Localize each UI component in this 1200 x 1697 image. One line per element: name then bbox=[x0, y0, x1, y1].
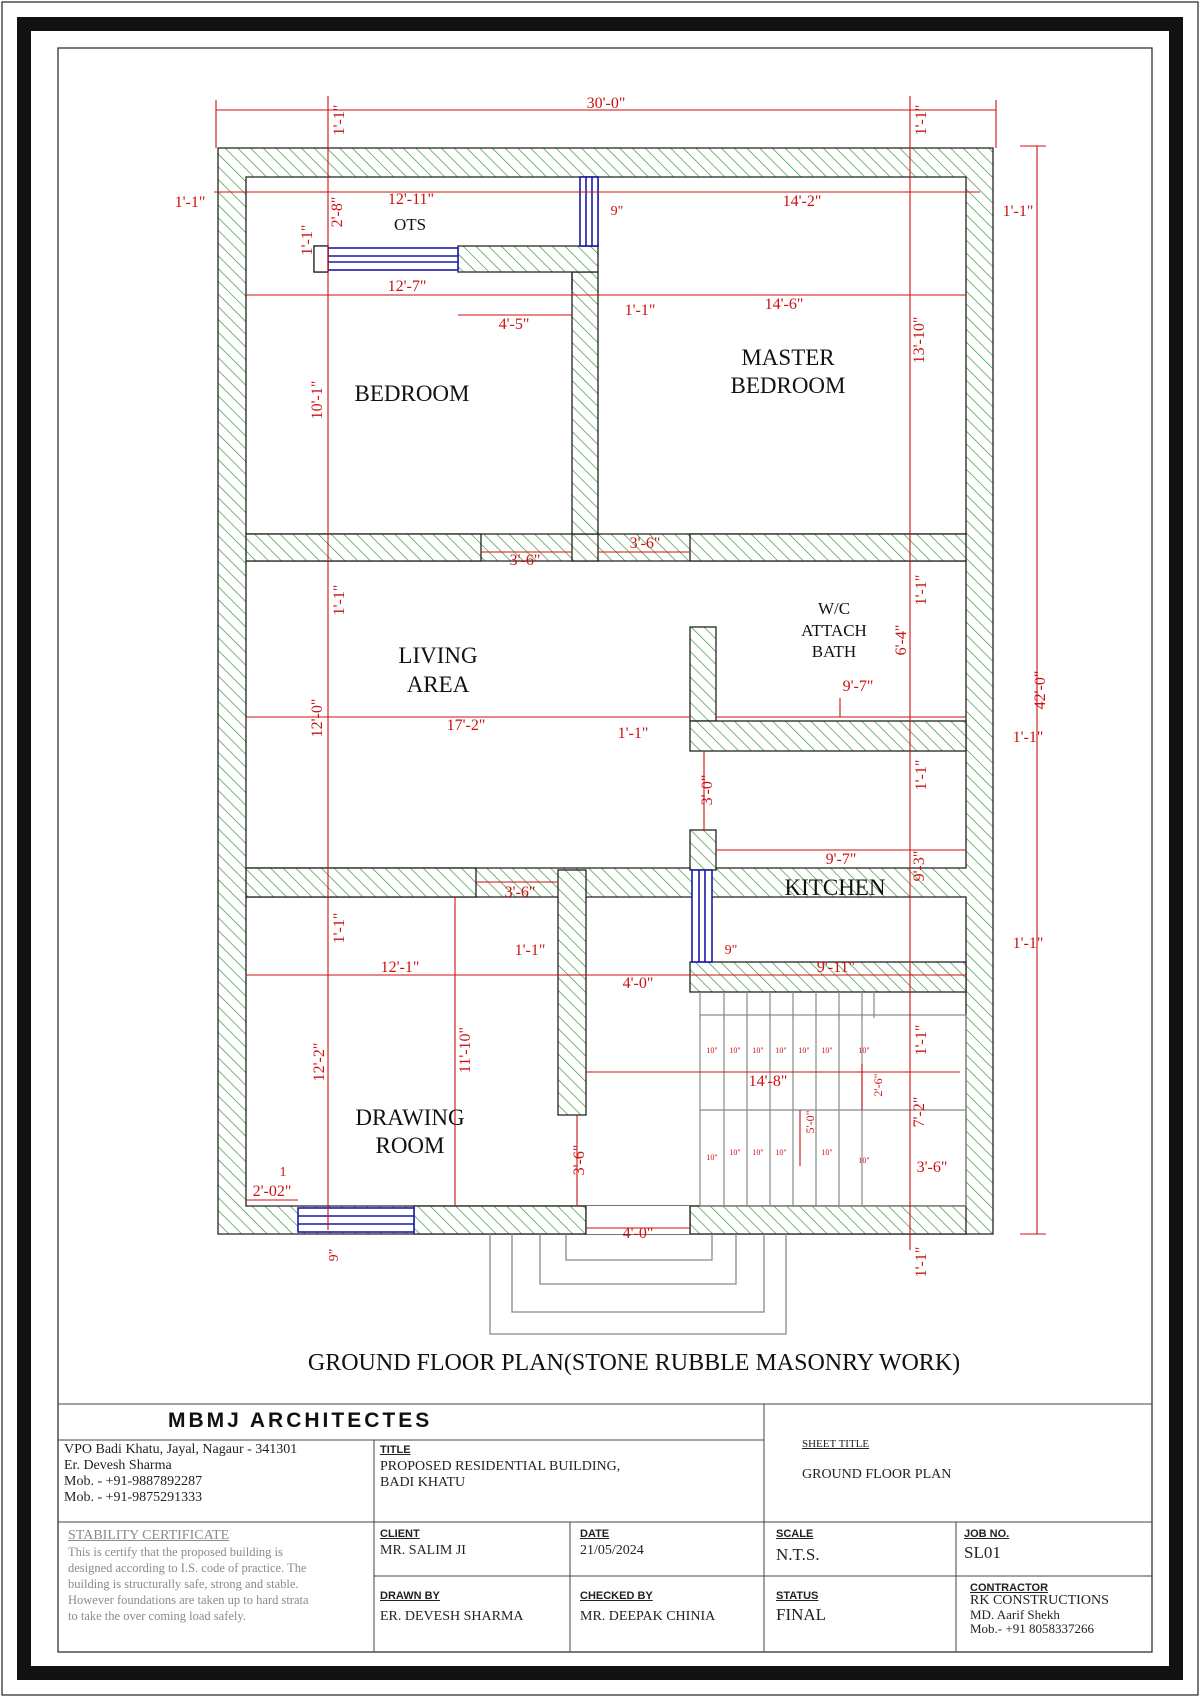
dim-4-0-door: 4'-0" bbox=[622, 1225, 654, 1242]
tread-1: 10" bbox=[706, 1046, 718, 1055]
dim-2-02: 2'-02" bbox=[252, 1183, 292, 1200]
sheet-title-value: GROUND FLOOR PLAN bbox=[802, 1467, 952, 1482]
dim-13-10: 13'-10" bbox=[911, 316, 928, 364]
drawn-value: ER. DEVESH SHARMA bbox=[380, 1609, 524, 1624]
dim-1-1-kitchen: 1'-1" bbox=[913, 759, 930, 791]
window-kitchen bbox=[692, 870, 712, 962]
dim-1-1-stairs: 1'-1" bbox=[913, 1024, 930, 1056]
dim-14-8: 14'-8" bbox=[748, 1073, 788, 1090]
dim-12-7: 12'-7" bbox=[387, 278, 427, 295]
drawn-label: DRAWN BY bbox=[380, 1590, 440, 1602]
stability-text bbox=[68, 1544, 309, 1624]
wall-bedroom-south-left bbox=[246, 534, 481, 561]
dim-1-1-right3: 1'-1" bbox=[1012, 935, 1044, 952]
dim-4-5: 4'-5" bbox=[498, 316, 530, 333]
dim-fraction: 1 bbox=[279, 1165, 287, 1180]
dim-9-3: 9'-3" bbox=[911, 850, 928, 882]
tread-4: 10" bbox=[775, 1046, 787, 1055]
stability-line-4: However foundations are taken up to hard strata bbox=[68, 1593, 309, 1607]
scale-label: SCALE bbox=[776, 1528, 814, 1540]
dim-9-kitchen: 9" bbox=[724, 943, 738, 958]
windows bbox=[298, 177, 712, 1232]
tread-13: 10" bbox=[858, 1156, 870, 1165]
stability-line-5: to take the over coming load safely. bbox=[68, 1609, 246, 1623]
contractor-label: CONTRACTOR bbox=[970, 1582, 1049, 1594]
dim-2-8: 2'-8" bbox=[329, 196, 346, 228]
dim-10-1: 10'-1" bbox=[309, 380, 326, 420]
tread-5: 10" bbox=[798, 1046, 810, 1055]
dim-9-top: 9" bbox=[610, 204, 624, 219]
dim-12-0: 12'-0" bbox=[309, 698, 326, 738]
dim-14-6: 14'-6" bbox=[764, 296, 804, 313]
title-value-line-2: BADI KHATU bbox=[380, 1475, 466, 1490]
scale-value: N.T.S. bbox=[776, 1545, 820, 1564]
room-labels bbox=[354, 215, 885, 1158]
wall-bedroom-master bbox=[572, 272, 598, 534]
room-bedroom: BEDROOM bbox=[354, 381, 470, 406]
address-line-2: Er. Devesh Sharma bbox=[64, 1458, 172, 1473]
room-ots: OTS bbox=[393, 215, 427, 234]
wall-bedroom-south-right bbox=[572, 534, 598, 561]
sheet-title-label: SHEET TITLE bbox=[802, 1438, 870, 1450]
room-kitchen: KITCHEN bbox=[784, 875, 886, 900]
wall-drawing-north bbox=[246, 868, 476, 897]
stability-line-3: building is structurally safe, strong and stable. bbox=[68, 1577, 299, 1591]
contractor-line-3: Mob.- +91 8058337266 bbox=[970, 1621, 1094, 1636]
wall-south-mid bbox=[414, 1206, 586, 1234]
dim-2-6: 2'-6" bbox=[871, 1073, 885, 1097]
dim-1-1-drawing-wall: 1'-1" bbox=[514, 942, 546, 959]
address-line-3: Mob. - +91-9887892287 bbox=[64, 1474, 203, 1489]
dim-9-7-kitchen: 9'-7" bbox=[825, 851, 857, 868]
stability-line-2: designed according to I.S. code of practice. The bbox=[68, 1561, 307, 1575]
wall-kitchen-west bbox=[690, 830, 716, 870]
tread-6: 10" bbox=[821, 1046, 833, 1055]
dim-14-2: 14'-2" bbox=[782, 193, 822, 210]
plan-caption: GROUND FLOOR PLAN(STONE RUBBLE MASONRY WORK) bbox=[307, 1350, 961, 1376]
tread-2: 10" bbox=[729, 1046, 741, 1055]
room-wc-line2: ATTACH bbox=[801, 621, 867, 640]
title-value bbox=[380, 1459, 620, 1491]
dim-1-1-bath: 1'-1" bbox=[913, 574, 930, 606]
window-ots-vertical bbox=[580, 177, 598, 246]
dim-overall-depth: 42'-0" bbox=[1032, 670, 1049, 710]
dim-1-1-right: 1'-1" bbox=[1002, 203, 1034, 220]
dim-3-6-a: 3'-6" bbox=[509, 552, 541, 569]
address-block bbox=[64, 1442, 297, 1506]
date-label: DATE bbox=[580, 1528, 610, 1540]
wall-bath-west bbox=[690, 627, 716, 721]
dim-5-0: 5'-0" bbox=[803, 1110, 817, 1134]
wall-drawing-east bbox=[558, 870, 586, 1115]
title-value-line-1: PROPOSED RESIDENTIAL BUILDING, bbox=[380, 1459, 621, 1474]
title-label: TITLE bbox=[380, 1444, 411, 1456]
dim-3-6-entry: 3'-6" bbox=[571, 1144, 588, 1176]
room-drawing-line1: DRAWING bbox=[355, 1105, 465, 1130]
dimension-labels bbox=[175, 95, 1049, 1277]
job-value: SL01 bbox=[964, 1543, 1001, 1562]
dim-1-1-right2: 1'-1" bbox=[1012, 729, 1044, 746]
dim-3-6-drawing: 3'-6" bbox=[504, 884, 536, 901]
stability-line-1: This is certify that the proposed building is bbox=[68, 1545, 283, 1559]
room-master-line2: BEDROOM bbox=[730, 373, 846, 398]
room-drawing-line2: ROOM bbox=[375, 1133, 445, 1158]
room-wc-line3: BATH bbox=[811, 642, 857, 661]
dim-1-1-top-right: 1'-1" bbox=[913, 104, 930, 136]
walls bbox=[218, 148, 993, 1234]
tread-12: 10" bbox=[821, 1148, 833, 1157]
stair-tread-labels bbox=[706, 1046, 869, 1165]
address-line-1: VPO Badi Khatu, Jayal, Nagaur - 341301 bbox=[64, 1442, 298, 1457]
checked-value: MR. DEEPAK CHINIA bbox=[580, 1609, 716, 1624]
dim-1-1-living: 1'-1" bbox=[331, 584, 348, 616]
contractor-line-1: RK CONSTRUCTIONS bbox=[970, 1593, 1109, 1608]
tread-10: 10" bbox=[752, 1148, 764, 1157]
dim-11-10: 11'-10" bbox=[457, 1026, 474, 1074]
stability-heading: STABILITY CERTIFICATE bbox=[68, 1528, 230, 1543]
dim-6-4: 6'-4" bbox=[893, 624, 910, 656]
tread-11: 10" bbox=[775, 1148, 787, 1157]
dim-12-11: 12'-11" bbox=[387, 191, 435, 208]
dim-12-1: 12'-1" bbox=[380, 959, 420, 976]
dim-1-1-living-right: 1'-1" bbox=[617, 725, 649, 742]
tread-7: 10" bbox=[858, 1046, 870, 1055]
room-wc-line1: W/C bbox=[817, 599, 851, 618]
client-label: CLIENT bbox=[380, 1528, 420, 1540]
dim-1-1-ots: 1'-1" bbox=[299, 224, 316, 256]
dim-9-window: 9" bbox=[327, 1248, 342, 1262]
dim-9-7-bath: 9'-7" bbox=[842, 678, 874, 695]
dim-1-1-left: 1'-1" bbox=[174, 194, 206, 211]
dim-1-1-bottom: 1'-1" bbox=[913, 1246, 930, 1278]
tread-8: 10" bbox=[706, 1153, 718, 1162]
firm-name: MBMJ ARCHITECTES bbox=[168, 1409, 433, 1432]
contractor-line-2: MD. Aarif Shekh bbox=[970, 1607, 1060, 1622]
tread-3: 10" bbox=[752, 1046, 764, 1055]
room-living-line1: LIVING bbox=[398, 643, 478, 668]
wall-south-right bbox=[690, 1206, 966, 1234]
dim-1-1-top-left: 1'-1" bbox=[331, 104, 348, 136]
dim-1-1-bed: 1'-1" bbox=[624, 302, 656, 319]
dim-3-6-stairs: 3'-6" bbox=[916, 1159, 948, 1176]
dim-17-2: 17'-2" bbox=[446, 717, 486, 734]
dim-9-11: 9'-11" bbox=[816, 959, 856, 976]
room-master-line1: MASTER bbox=[741, 345, 835, 370]
dim-overall-width: 30'-0" bbox=[586, 95, 626, 112]
status-label: STATUS bbox=[776, 1590, 819, 1602]
wall-master-south bbox=[690, 534, 966, 561]
front-steps bbox=[490, 1234, 786, 1334]
window-ots bbox=[328, 248, 458, 270]
address-line-4: Mob. - +91-9875291333 bbox=[64, 1490, 203, 1505]
status-value: FINAL bbox=[776, 1605, 827, 1624]
tread-9: 10" bbox=[729, 1148, 741, 1157]
date-value: 21/05/2024 bbox=[580, 1543, 644, 1558]
client-value: MR. SALIM JI bbox=[380, 1543, 466, 1558]
room-living-line2: AREA bbox=[406, 672, 470, 697]
dim-7-2: 7'-2" bbox=[911, 1096, 928, 1128]
contractor-block bbox=[970, 1594, 1109, 1636]
dim-3-0: 3'-0" bbox=[699, 774, 716, 806]
dim-3-6-b: 3'-6" bbox=[629, 535, 661, 552]
outer-wall bbox=[218, 148, 993, 1234]
job-label: JOB NO. bbox=[964, 1528, 1010, 1540]
wall-bath-south bbox=[690, 721, 966, 751]
dim-12-2: 12'-2" bbox=[311, 1042, 328, 1082]
checked-label: CHECKED BY bbox=[580, 1590, 653, 1602]
dim-1-1-drawing: 1'-1" bbox=[331, 912, 348, 944]
window-drawing bbox=[298, 1208, 414, 1232]
dim-4-0: 4'-0" bbox=[622, 975, 654, 992]
